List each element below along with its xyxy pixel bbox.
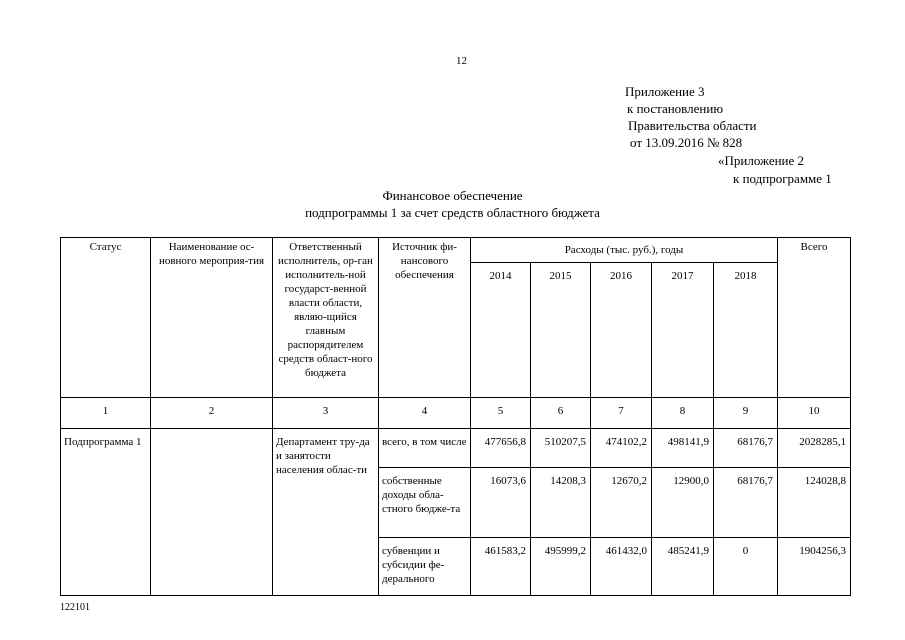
table-row: [61, 429, 851, 468]
appendix-line-4: от 13.09.2016 № 828: [630, 135, 743, 150]
column-number: 10: [778, 398, 851, 429]
header-year: 2016: [591, 263, 652, 398]
header-year: 2018: [714, 263, 778, 398]
column-number: 7: [591, 398, 652, 429]
column-number: 8: [652, 398, 714, 429]
value-cell: 16073,6: [471, 468, 531, 538]
title-line-1: Финансовое обеспечение: [382, 188, 523, 203]
header-activity: Наименование ос-новного мероприя-тия: [151, 238, 273, 398]
header-row-1: [61, 238, 851, 263]
appendix-line-3: Правительства области: [628, 118, 757, 133]
header-status: Статус: [61, 238, 151, 398]
value-cell: 495999,2: [531, 538, 591, 596]
column-number: 5: [471, 398, 531, 429]
total-cell: 2028285,1: [778, 429, 851, 468]
value-cell: 461583,2: [471, 538, 531, 596]
column-number: 2: [151, 398, 273, 429]
value-cell: 461432,0: [591, 538, 652, 596]
appendix-line-2: к постановлению: [627, 101, 724, 116]
activity-cell: [151, 429, 273, 596]
value-cell: 0: [714, 538, 778, 596]
document-title: [0, 187, 905, 221]
source-cell: субвенции и субсидии фе-дерального: [379, 538, 471, 596]
source-cell: собственные доходы обла-стного бюдже-та: [379, 468, 471, 538]
appendix-line-1: Приложение 3: [625, 84, 705, 99]
value-cell: 68176,7: [714, 468, 778, 538]
value-cell: 498141,9: [652, 429, 714, 468]
header-executor: Ответственный исполнитель, ор-ган исполнитель-ной государст-венной власти области, являю-щийся главным распорядителем средств област-ного бюджета: [273, 238, 379, 398]
column-number: 9: [714, 398, 778, 429]
header-expenses: Расходы (тыс. руб.), годы: [471, 238, 778, 263]
total-cell: 124028,8: [778, 468, 851, 538]
value-cell: 12900,0: [652, 468, 714, 538]
column-number: 4: [379, 398, 471, 429]
column-number: 1: [61, 398, 151, 429]
value-cell: 485241,9: [652, 538, 714, 596]
footer-code: 122101: [60, 602, 90, 613]
value-cell: 14208,3: [531, 468, 591, 538]
value-cell: 477656,8: [471, 429, 531, 468]
column-number: 6: [531, 398, 591, 429]
header-total: Всего: [778, 238, 851, 398]
value-cell: 68176,7: [714, 429, 778, 468]
header-year: 2017: [652, 263, 714, 398]
value-cell: 474102,2: [591, 429, 652, 468]
financing-table: [60, 237, 851, 596]
executor-cell: Департамент тру-да и занятости населения облас-ти: [273, 429, 379, 596]
column-number: 3: [273, 398, 379, 429]
header-year: 2014: [471, 263, 531, 398]
status-cell: Подпрограмма 1: [61, 429, 151, 596]
header-source: Источник фи-нансового обеспечения: [379, 238, 471, 398]
title-line-2: подпрограммы 1 за счет средств областного бюджета: [305, 205, 600, 220]
source-cell: всего, в том числе: [379, 429, 471, 468]
total-cell: 1904256,3: [778, 538, 851, 596]
value-cell: 510207,5: [531, 429, 591, 468]
appendix-line-6: к подпрограмме 1: [733, 171, 832, 186]
appendix-line-5: «Приложение 2: [718, 153, 805, 168]
header-year: 2015: [531, 263, 591, 398]
page-number: 12: [456, 55, 467, 67]
value-cell: 12670,2: [591, 468, 652, 538]
column-number-row: [61, 398, 851, 429]
